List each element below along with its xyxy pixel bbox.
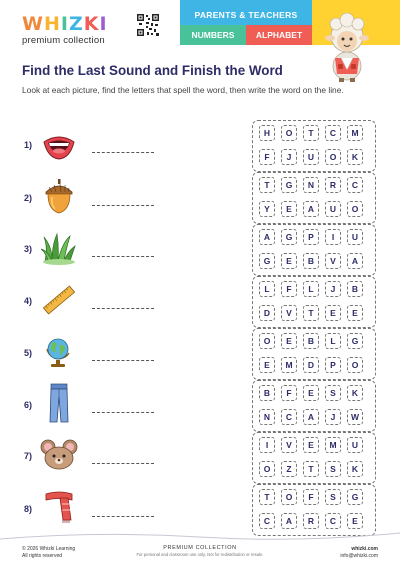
letter-tile[interactable]: F <box>259 149 275 165</box>
footer-contact <box>340 546 378 560</box>
item-number: 2) <box>24 193 33 203</box>
answer-line[interactable] <box>92 256 154 257</box>
letter-tile[interactable]: D <box>303 357 319 373</box>
acorn-icon <box>40 178 78 214</box>
answer-line[interactable] <box>92 516 154 517</box>
letter-tile[interactable]: D <box>259 305 275 321</box>
letter-tile[interactable]: S <box>325 461 341 477</box>
item-number: 1) <box>24 140 33 150</box>
letter-tile[interactable]: F <box>281 385 297 401</box>
letter-tile[interactable]: L <box>303 281 319 297</box>
letter-tile[interactable]: S <box>325 385 341 401</box>
whizki-logo[interactable] <box>22 14 108 46</box>
letter-tile[interactable]: O <box>325 149 341 165</box>
letter-tile[interactable]: V <box>281 305 297 321</box>
letter-tile[interactable]: O <box>347 201 363 217</box>
tag-parents-teachers[interactable]: PARENTS & TEACHERS <box>180 5 312 25</box>
letter-panel <box>252 224 376 276</box>
letter-tile[interactable]: C <box>259 513 275 529</box>
letter-panel <box>252 120 376 172</box>
letter-tile[interactable]: P <box>325 357 341 373</box>
letter-tile[interactable]: A <box>303 201 319 217</box>
letter-panel <box>252 276 376 328</box>
letter-tile[interactable]: O <box>347 357 363 373</box>
item-number: 7) <box>24 451 33 461</box>
letter-tile[interactable]: C <box>325 125 341 141</box>
letter-tile[interactable]: U <box>303 149 319 165</box>
letter-tile[interactable]: T <box>303 461 319 477</box>
tag-numbers[interactable]: NUMBERS <box>180 25 246 45</box>
letter-tile[interactable]: U <box>347 437 363 453</box>
letter-tile[interactable]: O <box>259 461 275 477</box>
letter-tile[interactable]: Y <box>259 201 275 217</box>
letter-tile[interactable]: K <box>347 461 363 477</box>
letter-tile[interactable]: H <box>259 125 275 141</box>
sheep-mascot-icon <box>322 8 372 82</box>
letter-tile[interactable]: L <box>325 333 341 349</box>
letter-panel <box>252 380 376 432</box>
globe-icon <box>40 333 78 369</box>
item-number: 5) <box>24 348 33 358</box>
mouse-face-icon <box>40 437 78 473</box>
grass-icon <box>40 231 78 267</box>
letter-tile[interactable]: V <box>281 437 297 453</box>
ruler-icon <box>40 282 78 318</box>
letter-tile[interactable]: E <box>281 201 297 217</box>
letter-tile[interactable]: B <box>347 281 363 297</box>
letter-tile[interactable]: E <box>303 437 319 453</box>
letter-tile[interactable]: L <box>259 281 275 297</box>
worksheet-instructions: Look at each picture, find the letters that spell the word, then write the word on the line. <box>22 85 344 95</box>
letter-tile[interactable]: A <box>347 253 363 269</box>
letter-tile[interactable]: I <box>325 229 341 245</box>
letter-tile[interactable]: E <box>303 385 319 401</box>
letter-tile[interactable]: J <box>325 281 341 297</box>
answer-line[interactable] <box>92 360 154 361</box>
letter-tile[interactable]: F <box>281 281 297 297</box>
letter-tile[interactable]: G <box>259 253 275 269</box>
letter-tile[interactable]: T <box>303 305 319 321</box>
letter-tile[interactable]: G <box>281 229 297 245</box>
logo-letter: H <box>43 13 61 35</box>
letter-tile[interactable]: C <box>325 513 341 529</box>
letter-tile[interactable]: B <box>259 385 275 401</box>
letter-tile[interactable]: B <box>303 333 319 349</box>
letter-tile[interactable]: C <box>281 409 297 425</box>
letter-tile[interactable]: G <box>347 333 363 349</box>
answer-line[interactable] <box>92 152 154 153</box>
qr-code-icon <box>136 13 160 37</box>
worksheet-title: Find the Last Sound and Finish the Word <box>22 63 283 78</box>
letter-panel <box>252 172 376 224</box>
letter-tile[interactable]: N <box>259 409 275 425</box>
letter-tile[interactable]: C <box>347 177 363 193</box>
tag-alphabet[interactable]: ALPHABET <box>246 25 312 45</box>
letter-tile[interactable]: G <box>347 489 363 505</box>
logo-letter: W <box>22 13 44 35</box>
letter-tile[interactable]: O <box>281 489 297 505</box>
footer-wave-divider <box>0 525 400 545</box>
logo-wordmark <box>22 14 108 34</box>
letter-tile[interactable]: M <box>281 357 297 373</box>
logo-letter: K <box>83 13 100 35</box>
item-number: 6) <box>24 400 33 410</box>
letter-tile[interactable]: S <box>325 489 341 505</box>
item-number: 3) <box>24 244 33 254</box>
answer-line[interactable] <box>92 308 154 309</box>
letter-tile[interactable]: A <box>281 513 297 529</box>
footer-email-link[interactable]: info@whizki.com <box>340 553 378 559</box>
letter-tile[interactable]: R <box>303 513 319 529</box>
letter-tile[interactable]: T <box>303 125 319 141</box>
letter-tile[interactable]: U <box>325 201 341 217</box>
letter-panel <box>252 328 376 380</box>
letter-tile[interactable]: M <box>347 125 363 141</box>
item-number: 8) <box>24 504 33 514</box>
letter-tile[interactable]: E <box>281 333 297 349</box>
footer-collection-title: PREMIUM COLLECTION <box>163 545 237 551</box>
letter-tile[interactable]: E <box>347 513 363 529</box>
scarf-icon <box>40 488 78 524</box>
answer-line[interactable] <box>92 463 154 464</box>
letter-tile[interactable]: R <box>325 177 341 193</box>
letter-tile[interactable]: J <box>281 149 297 165</box>
letter-tile[interactable]: J <box>325 409 341 425</box>
letter-tile[interactable]: B <box>303 253 319 269</box>
copyright-text: © 2026 Whizki Learning <box>22 546 76 552</box>
letter-tile[interactable]: U <box>347 229 363 245</box>
letter-tile[interactable]: G <box>281 177 297 193</box>
letter-tile[interactable]: T <box>259 489 275 505</box>
letter-tile[interactable]: O <box>281 125 297 141</box>
logo-subtitle: premium collection <box>22 35 105 46</box>
letter-tile[interactable]: V <box>325 253 341 269</box>
letter-tile[interactable]: M <box>325 437 341 453</box>
rights-text: All rights reserved <box>22 553 63 559</box>
letter-panel <box>252 432 376 484</box>
letter-tile[interactable]: A <box>303 409 319 425</box>
letter-tile[interactable]: O <box>259 333 275 349</box>
letter-tile[interactable]: W <box>347 409 363 425</box>
jeans-icon <box>40 383 78 423</box>
letter-tile[interactable]: Z <box>281 461 297 477</box>
logo-letter: I <box>99 13 108 35</box>
letter-tile[interactable]: F <box>303 489 319 505</box>
logo-letter: Z <box>68 13 84 35</box>
letter-tile[interactable]: P <box>303 229 319 245</box>
mouth-icon <box>40 128 78 164</box>
logo-letter: I <box>60 13 69 35</box>
letter-tile[interactable]: N <box>303 177 319 193</box>
letter-tile[interactable]: E <box>325 305 341 321</box>
answer-line[interactable] <box>92 205 154 206</box>
letter-tile[interactable]: A <box>259 229 275 245</box>
letter-tile[interactable]: I <box>259 437 275 453</box>
letter-tile[interactable]: E <box>281 253 297 269</box>
letter-tile[interactable]: E <box>259 357 275 373</box>
letter-tile[interactable]: K <box>347 385 363 401</box>
letter-tile[interactable]: T <box>259 177 275 193</box>
footer-site-link[interactable]: whizki.com <box>351 546 378 552</box>
answer-line[interactable] <box>92 412 154 413</box>
letter-tile[interactable]: E <box>347 305 363 321</box>
item-number: 4) <box>24 296 33 306</box>
footer-usage-note: For personal and classroom use only. Not for redistribution or resale. <box>136 552 264 557</box>
letter-tile[interactable]: K <box>347 149 363 165</box>
